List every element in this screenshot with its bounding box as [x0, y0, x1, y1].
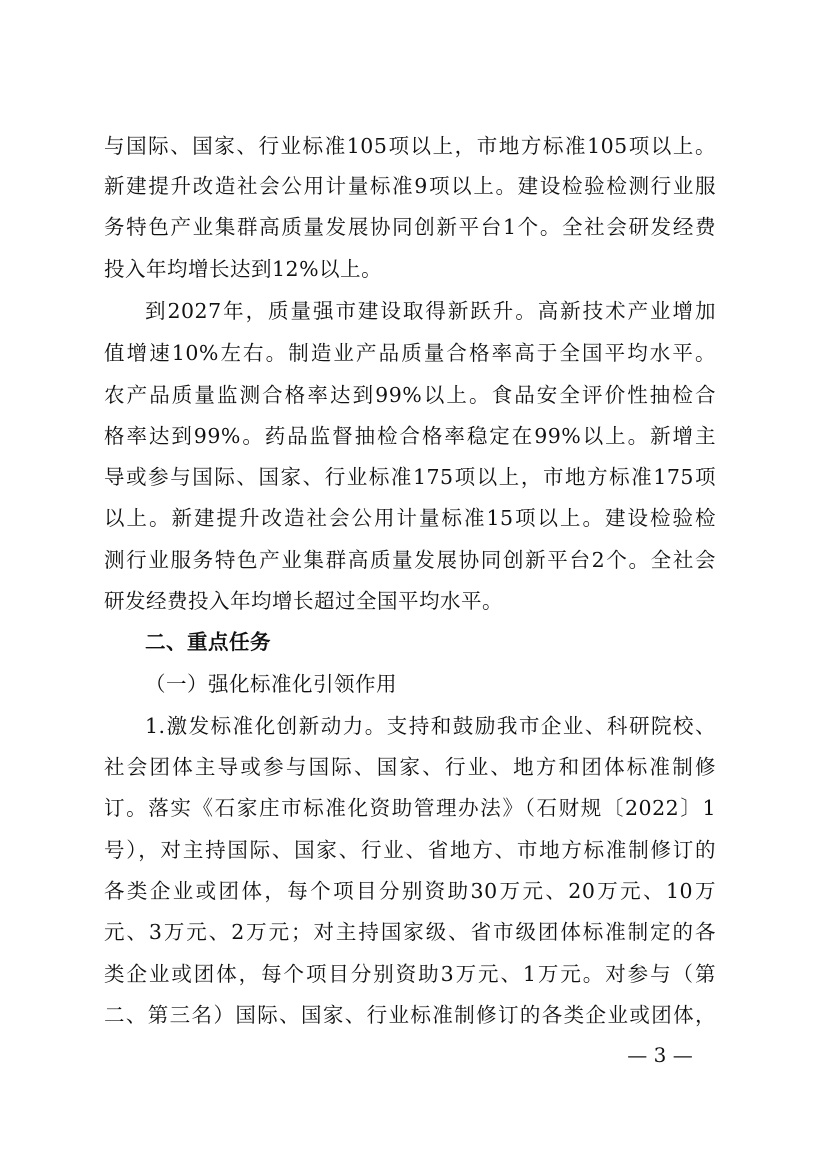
body-text-line: 到2027年，质量强市建设取得新跃升。高新技术产业增加 [145, 299, 716, 323]
body-text-line: 新建提升改造社会公用计量标准9项以上。建设检验检测行业服 [104, 174, 716, 198]
body-text-line: 号），对主持国际、国家、行业、省地方、市地方标准制修订的 [104, 838, 716, 862]
body-text-line: 订。落实《石家庄市标准化资助管理办法》（石财规〔2022〕1 [104, 796, 716, 820]
subsection-heading: （一）强化标准化引领作用 [145, 672, 397, 696]
body-text-line: 各类企业或团体，每个项目分别资助30万元、20万元、10万 [104, 879, 716, 903]
body-text-line: 1.激发标准化创新动力。支持和鼓励我市企业、科研院校、 [145, 714, 716, 738]
body-text-line: 投入年均增长达到12%以上。 [104, 257, 383, 281]
body-text-line: 格率达到99%。药品监督抽检合格率稳定在99%以上。新增主 [104, 424, 716, 448]
body-text-line: 值增速10%左右。制造业产品质量合格率高于全国平均水平。 [104, 341, 716, 365]
body-text-line: 类企业或团体，每个项目分别资助3万元、1万元。对参与（第 [104, 962, 716, 986]
body-text-line: 务特色产业集群高质量发展协同创新平台1个。全社会研发经费 [104, 215, 716, 239]
body-text-line: 与国际、国家、行业标准105项以上，市地方标准105项以上。 [104, 134, 716, 158]
body-text-line: 导或参与国际、国家、行业标准175项以上，市地方标准175项 [104, 465, 716, 489]
section-heading: 二、重点任务 [145, 630, 271, 654]
body-text-line: 测行业服务特色产业集群高质量发展协同创新平台2个。全社会 [104, 548, 716, 572]
body-text-line: 二、第三名）国际、国家、行业标准制修订的各类企业或团体， [104, 1003, 716, 1027]
body-text-line: 元、3万元、2万元；对主持国家级、省市级团体标准制定的各 [104, 920, 716, 944]
body-text-line: 研发经费投入年均增长超过全国平均水平。 [104, 589, 503, 613]
page-number: — 3 — [627, 1043, 693, 1067]
body-text-line: 以上。新建提升改造社会公用计量标准15项以上。建设检验检 [104, 506, 716, 530]
body-text-line: 社会团体主导或参与国际、国家、行业、地方和团体标准制修 [104, 755, 716, 779]
body-text-line: 农产品质量监测合格率达到99%以上。食品安全评价性抽检合 [104, 383, 716, 407]
